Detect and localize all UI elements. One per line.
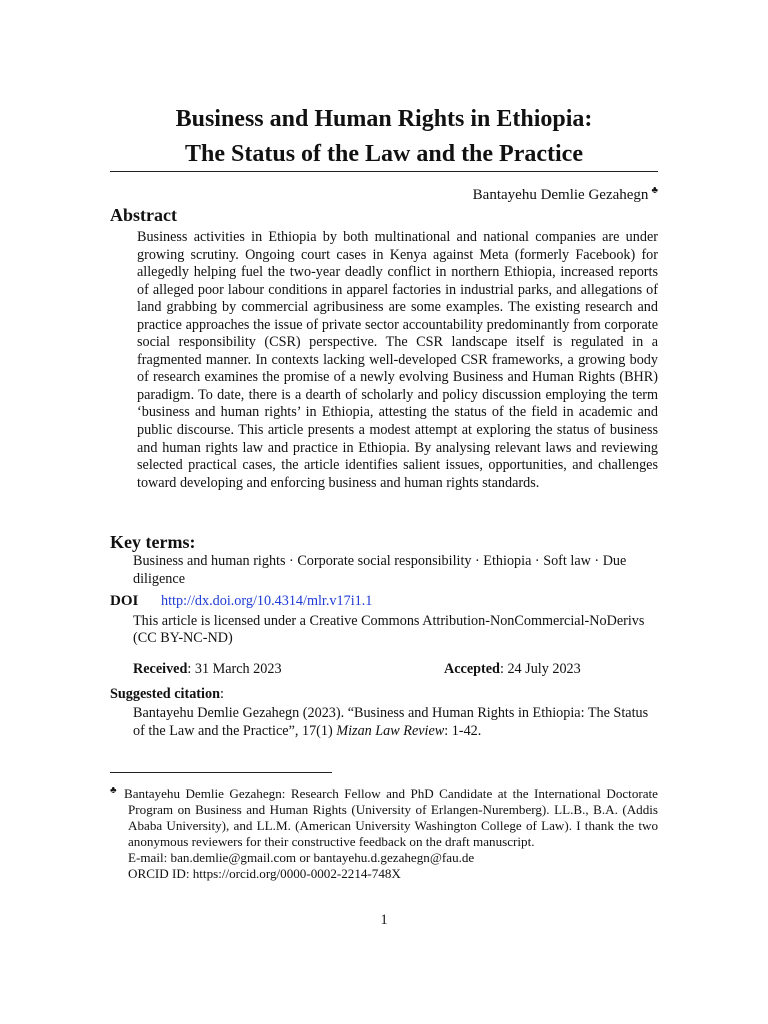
- accepted-value: : 24 July 2023: [499, 661, 581, 677]
- doi-label: DOI: [110, 593, 139, 609]
- footnote-orcid: ORCID ID: https://orcid.org/0000-0002-2214-748X: [128, 866, 401, 882]
- received-date: [133, 660, 282, 678]
- suggested-citation-label: Suggested citation: [110, 686, 220, 702]
- received-value: : 31 March 2023: [187, 661, 282, 677]
- suggested-citation-text: [133, 705, 658, 740]
- paper-title-line-1: Business and Human Rights in Ethiopia:: [175, 106, 593, 132]
- author-name: Bantayehu Demlie Gezahegn: [472, 187, 649, 203]
- key-terms-text: Business and human rights · Corporate social responsibility · Ethiopia · Soft law · Due diligence: [133, 553, 627, 587]
- footnote-bio: ♣ Bantayehu Demlie Gezahegn: Research Fellow and PhD Candidate at the International Doctorate Program on Business and Human Rights (University of Erlangen-Nuremberg). LL.B., B.A. (Addis Ababa University), and LL.M. (American University Washington College of Law). I thank the two anonymous reviewers for their constructive feedback on the draft manuscript.: [110, 784, 658, 850]
- paper-title-line-2: The Status of the Law and the Practice: [185, 141, 583, 167]
- title-divider: [110, 171, 658, 172]
- citation-text-before: Bantayehu Demlie Gezahegn (2023). “Business and Human Rights in Ethiopia: The Status of the Law and the Practice”, 17(1): [133, 705, 649, 739]
- footnote-divider: [110, 772, 332, 773]
- accepted-label: Accepted: [444, 661, 500, 677]
- key-terms-heading: Key terms:: [110, 532, 196, 552]
- doi-link[interactable]: http://dx.doi.org/10.4314/mlr.v17i1.1: [161, 593, 373, 609]
- suggested-citation-colon: :: [219, 686, 224, 702]
- page-number: 1: [380, 912, 388, 928]
- author-line: [473, 181, 658, 205]
- footnote-bio-text: Bantayehu Demlie Gezahegn: Research Fellow and PhD Candidate at the International Doctorate Program on Business and Human Rights (University of Erlangen-Nuremberg). LL.B., B.A. (Addis Ababa University), and LL.M. (American University Washington College of Law). I thank the two anonymous reviewers for their constructive feedback on the draft manuscript.: [124, 786, 658, 850]
- author-footnote: [110, 786, 658, 883]
- received-label: Received: [133, 661, 188, 677]
- license-text: This article is licensed under a Creative Commons Attribution-NonCommercial-NoDerivs (CC BY-NC-ND): [133, 613, 645, 646]
- author-footnote-mark[interactable]: ♣: [651, 185, 658, 196]
- abstract-text: Business activities in Ethiopia by both multinational and national companies are under growing scrutiny. Ongoing court cases in Kenya against Meta (formerly Facebook) for allegedly helping fuel the two-year deadly conflict in northern Ethiopia, increased reports of alleged poor labour conditions in apparel factories in industrial parks, and allegations of land grabbing by commercial agribusiness are some examples. The existing research and practice approaches the issue of private sector accountability predominantly from corporate social responsibility (CSR) perspective. The CSR landscape itself is regulated in a fragmented manner. In contexts lacking well-developed CSR frameworks, a growing body of research examines the promise of a newly evolving Business and Human Rights (BHR) paradigm. To date, there is a dearth of scholarly and policy discussion employing the term ‘business and human rights’ in Ethiopia, attesting the status of the field in academic and public discourse. This article presents a modest attempt at exploring the status of business and human rights law and practice in Ethiopia. By analysing relevant laws and reviewing selected practical cases, the article identifies salient issues, opportunities, and challenges toward developing and enforcing business and human rights standards.: [137, 229, 658, 491]
- abstract-heading: Abstract: [110, 205, 177, 225]
- citation-text-after: : 1-42.: [444, 722, 482, 739]
- footnote-email: E-mail: ban.demlie@gmail.com or bantayehu.d.gezahegn@fau.de: [128, 850, 475, 866]
- suggested-citation-heading: [110, 685, 224, 703]
- accepted-date: [444, 660, 581, 678]
- citation-journal: Mizan Law Review: [336, 722, 445, 739]
